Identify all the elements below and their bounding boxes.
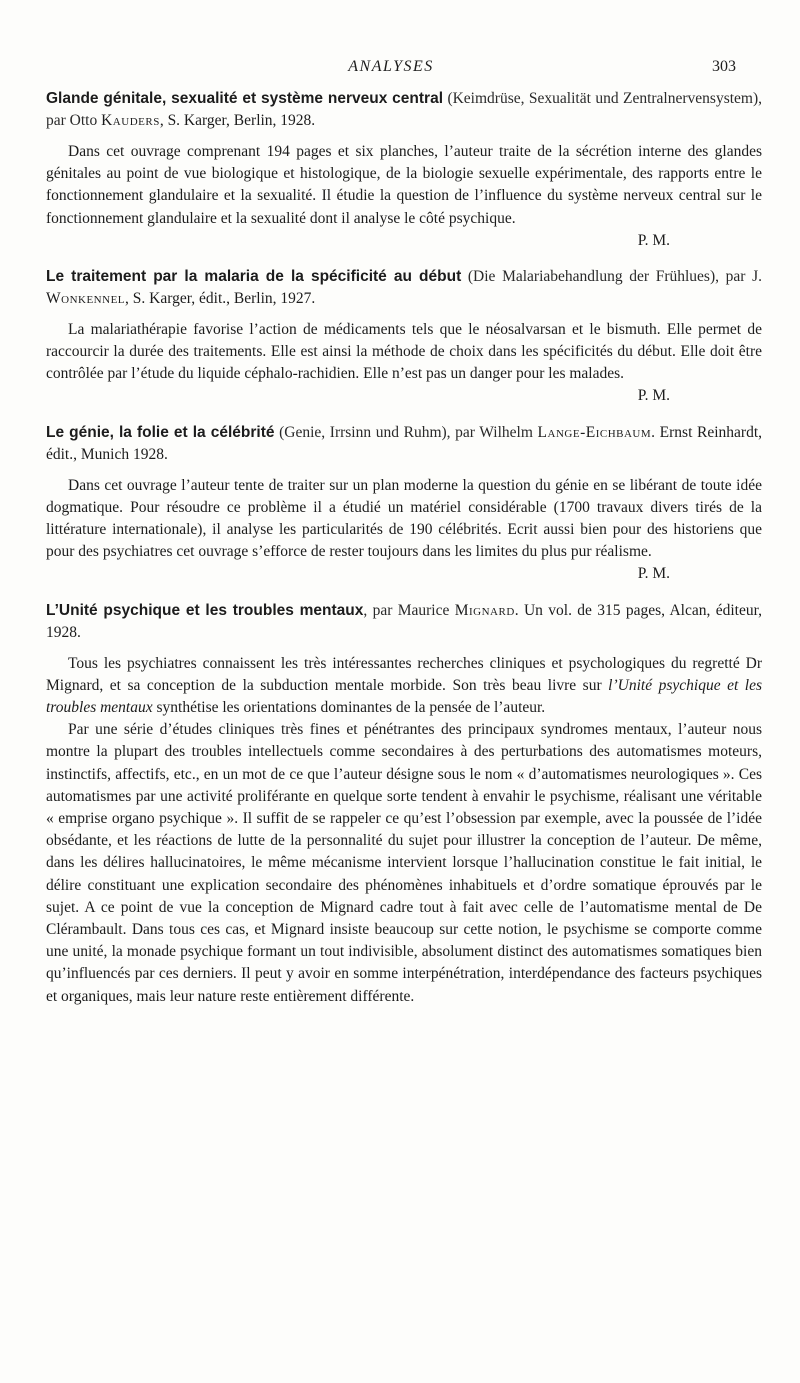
review-heading bbox=[46, 600, 762, 644]
review-original-title: (Die Malariabehandlung der Frühlues), par J. bbox=[467, 267, 762, 285]
review-signature: P. M. bbox=[637, 387, 670, 405]
review-paragraph-end: synthétise les orientations dominantes de la pensée de l’auteur. bbox=[152, 699, 546, 717]
review-author: Wonkennel bbox=[46, 289, 126, 307]
review-author: Kauders bbox=[101, 112, 160, 129]
review-paragraph bbox=[46, 475, 762, 583]
review-title: Le traitement par la malaria de la spécificité au début bbox=[46, 267, 462, 285]
page-number: 303 bbox=[712, 58, 736, 75]
running-title: ANALYSES bbox=[348, 58, 434, 75]
review-signature: P. M. bbox=[637, 231, 670, 249]
review-paragraph-text: La malariathérapie favorise l’action de médicaments tels que le néosalvarsan et le bismuth. Elle permet de raccourcir la durée des traitements. Elle est ainsi la méthode de choix dans les spécificités du début. Elle doit être contrôlée par l’étude du liquide céphalo-rachidien. Elle n’est pas un danger pour les malades. bbox=[46, 320, 762, 383]
review-entry bbox=[46, 422, 762, 586]
review-title: Glande génitale, sexualité et système nerveux central bbox=[46, 90, 443, 107]
review-byline: , par Maurice bbox=[363, 601, 450, 619]
review-publisher: , S. Karger, édit., Berlin, 1927. bbox=[125, 289, 316, 307]
review-heading bbox=[46, 422, 762, 466]
review-paragraph bbox=[46, 319, 762, 405]
review-original-title: (Keimdrüse, Sexualität und Zentralnervensystem), par Otto bbox=[46, 90, 763, 129]
review-entry bbox=[46, 600, 762, 1008]
review-author: Mignard bbox=[454, 601, 515, 619]
review-paragraph: Dans cet ouvrage comprenant 194 pages et six planches, l’auteur traite de la sécrétion interne des glandes génitales au point de vue biologique et histologique, de la biologie sexuelle expérimentale, des rapports entre le fonctionnement glandulaire et la sexualité. Il étudie la question de l’influence du système nerveux central sur le fonctionnement glandulaire et la sexualité dont il analyse le côté psychique. bbox=[46, 143, 762, 227]
review-entry bbox=[46, 88, 762, 252]
reviews-column bbox=[46, 88, 762, 1022]
review-paragraph-text: Tous les psychiatres connaissent les très intéressantes recherches cliniques et psychologiques du regretté Dr Mignard, et sa conception de la subduction mentale morbide. Son très beau livre sur bbox=[46, 654, 762, 694]
review-paragraph bbox=[46, 653, 762, 720]
review-paragraph-text: Dans cet ouvrage l’auteur tente de traiter sur un plan moderne la question du génie en se libérant de toute idée dogmatique. Pour résoudre ce problème il a étudié un matériel considérable (1700 travaux divers tirés de la littérature internationale), il analyse les particularités de 190 célébrités. Ecrit aussi bien pour des historiens que pour des psychiatres cet ouvrage s’efforce de rester toujours dans les limites du plus pur réalisme. bbox=[46, 476, 762, 561]
review-paragraph: Par une série d’études cliniques très fines et pénétrantes des principaux syndromes mentaux, l’auteur nous montre la plupart des troubles intellectuels comme secondaires à des perturbations des automatismes moteurs, instinctifs, affectifs, etc., en un mot de ce que l’auteur désigne sous le nom « d’automatismes neurologiques ». Ces automatismes par une activité proliférante en quelque sorte tendent à envahir le psychisme, réalisant une véritable « emprise organo psychique ». Il suffit de se rappeler ce qu’est l’obsession par exemple, avec la poussée de l’idée obsédante, et les réactions de lutte de la personnalité du sujet pour illustrer la conception de l’auteur. De même, dans les délires hallucinatoires, le même mécanisme intervient lorsque l’hallucination constitue le fait initial, le délire constituant une explication secondaire des phénomènes inhabituels et d’ordre somatique éprouvés par le sujet. A ce point de vue la conception de Mignard cadre tout à fait avec celle de l’automatisme mental de De Clérambault. Dans tous ces cas, et Mignard insiste beaucoup sur cette notion, le psychisme se comporte comme une unité, la monade psychique formant un tout indivisible, absolument distinct des automatismes somatiques bien qu’influencés par ces derniers. Il peut y avoir en somme interpénétration, interdépendance des facteurs psychiques et organiques, mais leur nature reste entièrement différente. bbox=[46, 721, 762, 1005]
review-title: L’Unité psychique et les troubles mentaux bbox=[46, 601, 364, 619]
review-publisher: . Ernst Reinhardt, édit., Munich 1928. bbox=[46, 423, 762, 463]
review-author: Lange-Eichbaum bbox=[537, 423, 652, 441]
review-title: Le génie, la folie et la célébrité bbox=[46, 423, 275, 441]
review-publisher: . Un vol. de 315 pages, Alcan, éditeur, 1928. bbox=[46, 601, 762, 641]
running-header bbox=[46, 58, 736, 82]
review-signature: P. M. bbox=[637, 565, 670, 583]
review-entry bbox=[46, 266, 762, 408]
review-publisher: , S. Karger, Berlin, 1928. bbox=[159, 112, 316, 129]
review-heading bbox=[46, 88, 762, 132]
review-heading bbox=[46, 266, 762, 310]
book-title-italic: l’Unité psychique et les troubles mentaux bbox=[46, 676, 763, 717]
review-original-title: (Genie, Irrsinn und Ruhm), par Wilhelm bbox=[279, 423, 533, 441]
